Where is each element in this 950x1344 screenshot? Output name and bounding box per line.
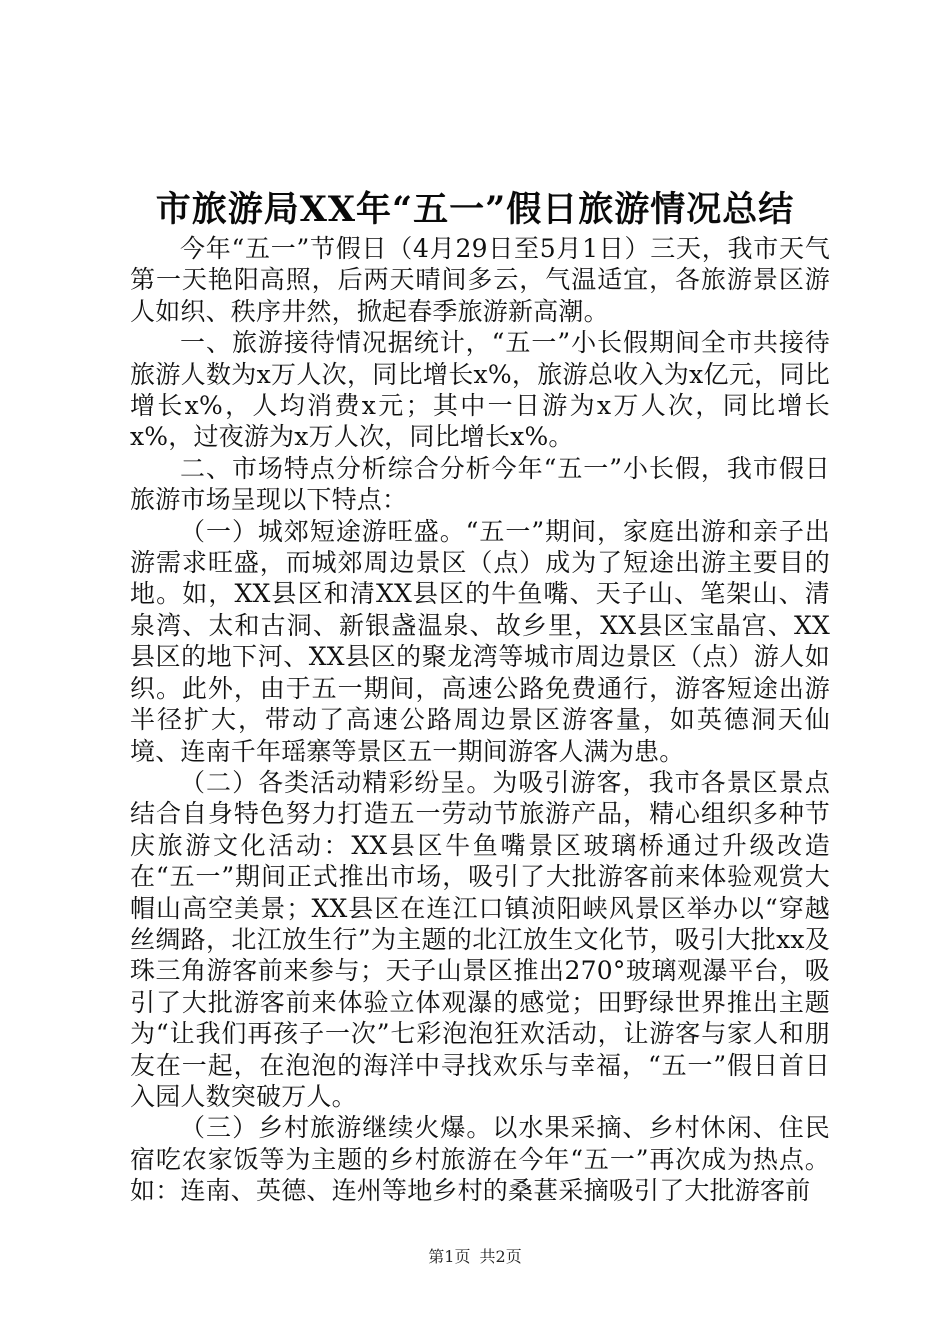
- paragraph-intro: 今年“五一”节假日（4月29日至5月1日）三天，我市天气第一天艳阳高照，后两天晴间多云，气温适宜，各旅游景区游人如织、秩序井然，掀起春季旅游新高潮。: [130, 234, 830, 326]
- paragraph-market-analysis: 二、市场特点分析综合分析今年“五一”小长假，我市假日旅游市场呈现以下特点：: [130, 453, 830, 515]
- paragraph-suburban-travel: （一）城郊短途游旺盛。“五一”期间，家庭出游和亲子出游需求旺盛，而城郊周边景区（点）成为了短途出游主要目的地。如，XX县区和清XX县区的牛鱼嘴、天子山、笔架山、清泉湾、太和古洞、新银盏温泉、故乡里，XX县区宝晶宫、XX县区的地下河、XX县区的聚龙湾等城市周边景区（点）游人如织。此外，由于五一期间，高速公路免费通行，游客短途出游半径扩大，带动了高速公路周边景区游客量，如英德洞天仙境、连南千年瑶寨等景区五一期间游客人满为患。: [130, 516, 830, 766]
- paragraph-activities: （二）各类活动精彩纷呈。为吸引游客，我市各景区景点结合自身特色努力打造五一劳动节旅游产品，精心组织多种节庆旅游文化活动：XX县区牛鱼嘴景区玻璃桥通过升级改造在“五一”期间正式推出市场，吸引了大批游客前来体验观赏大帽山高空美景；XX县区在连江口镇浈阳峡风景区举办以“穿越丝绸路，北江放生行”为主题的北江放生文化节，吸引大批xx及珠三角游客前来参与；天子山景区推出270°玻璃观瀑平台，吸引了大批游客前来体验立体观瀑的感觉；田野绿世界推出主题为“让我们再孩子一次”七彩泡泡狂欢活动，让游客与家人和朋友在一起，在泡泡的海洋中寻找欢乐与幸福，“五一”假日首日入园人数突破万人。: [130, 767, 830, 1111]
- paragraph-reception: 一、旅游接待情况据统计，“五一”小长假期间全市共接待旅游人数为x万人次，同比增长x%，旅游总收入为x亿元，同比增长x%，人均消费x元；其中一日游为x万人次，同比增长x%，过夜游为x万人次，同比增长x%。: [130, 328, 830, 452]
- document-body: [130, 233, 830, 1207]
- page-footer: [0, 1247, 950, 1267]
- page-number: 第1页: [428, 1247, 471, 1266]
- paragraph-rural-tourism: （三）乡村旅游继续火爆。以水果采摘、乡村休闲、住民宿吃农家饭等为主题的乡村旅游在今年“五一”再次成为热点。如：连南、英德、连州等地乡村的桑葚采摘吸引了大批游客前: [130, 1113, 830, 1206]
- page-total: 共2页: [479, 1247, 522, 1266]
- document-title: 市旅游局XX年“五一”假日旅游情况总结: [155, 189, 795, 230]
